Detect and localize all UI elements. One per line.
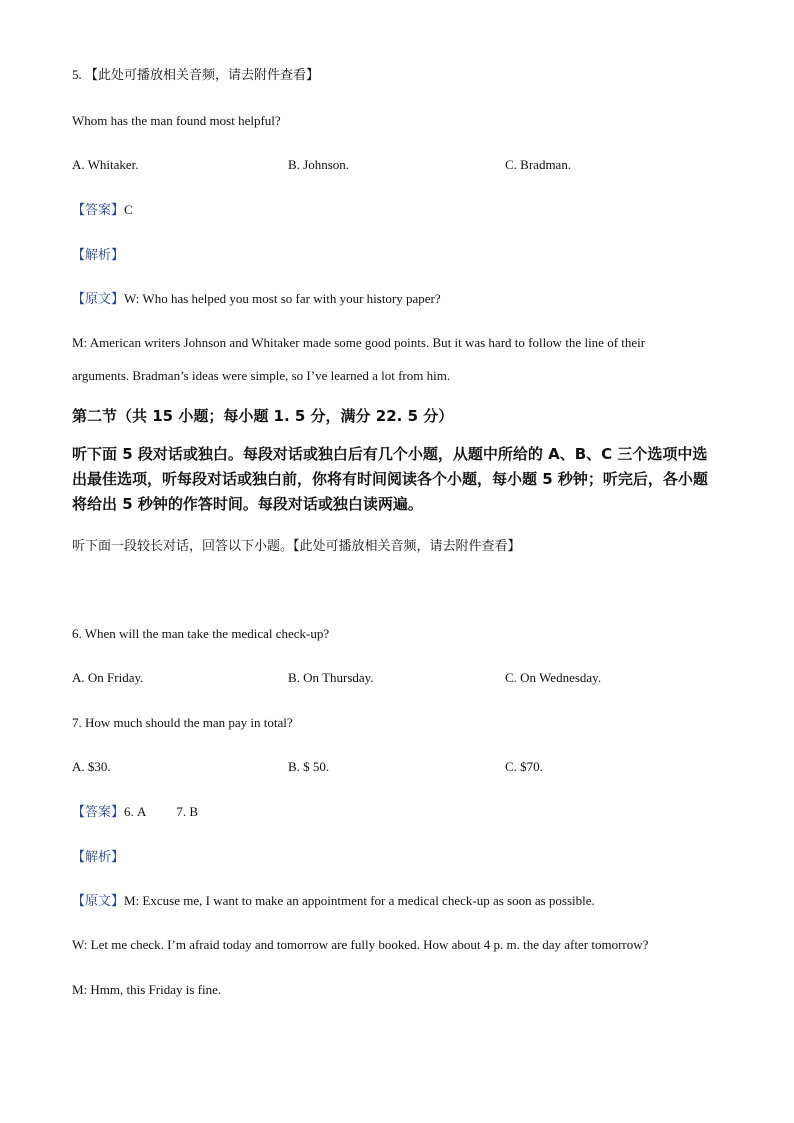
q7-question: 7. How much should the man pay in total? (72, 715, 293, 730)
q5-option-b: B. Johnson. (288, 157, 350, 172)
q5-option-a: A. Whitaker. (72, 157, 139, 172)
answers67-line (72, 803, 198, 821)
answer-7: 7. B (176, 804, 199, 819)
q5-question: Whom has the man found most helpful? (72, 113, 281, 128)
section2-title: 第二节（共 15 小题；每小题 1. 5 分，满分 22. 5 分） (72, 407, 454, 425)
q5-answer-line (72, 201, 133, 219)
q5-header: 5. 【此处可播放相关音频，请去附件查看】 (72, 67, 320, 82)
original67-line3: M: Hmm, this Friday is fine. (72, 982, 222, 997)
q5-analysis-line (72, 246, 124, 264)
answer-tag: 【答案】 (72, 202, 125, 217)
q5-option-c: C. Bradman. (505, 157, 572, 172)
original67-line2: W: Let me check. I’m afraid today and tomorrow are fully booked. How about 4 p. m. the day after tomorrow? (72, 937, 649, 952)
answer-6: 6. A (124, 804, 147, 819)
answer-tag-2: 【答案】 (72, 804, 125, 819)
analysis-tag: 【解析】 (72, 247, 125, 262)
original67-line1 (72, 892, 595, 910)
section2-instructions: 听下面 5 段对话或独白。每段对话或独白后有几个小题，从题中所给的 A、B、C 三个选项中选出最佳选项，听每段对话或独白前，你将有时间阅读各个小题，每小题 5 秒钟；听完后，各小题将给出 5 秒钟的作答时间。每段对话或独白读两遍。 (72, 445, 708, 513)
section2-prompt: 听下面一段较长对话，回答以下小题。【此处可播放相关音频，请去附件查看】 (72, 538, 521, 553)
q7-option-b: B. $ 50. (288, 759, 330, 774)
q5-original-text1: W: Who has helped you most so far with your history paper? (124, 291, 441, 306)
q5-answer-value: C (124, 202, 133, 217)
original-tag: 【原文】 (72, 291, 125, 306)
q5-original-line2: M: American writers Johnson and Whitaker made some good points. But it was hard to follow the line of their (72, 335, 646, 350)
analysis-tag-2: 【解析】 (72, 849, 125, 864)
q7-option-a: A. $30. (72, 759, 111, 774)
q6-option-b: B. On Thursday. (288, 670, 374, 685)
analysis67-line (72, 848, 124, 866)
q7-option-c: C. $70. (505, 759, 543, 774)
original-tag-2: 【原文】 (72, 893, 125, 908)
q6-option-c: C. On Wednesday. (505, 670, 602, 685)
q5-original-line3: arguments. Bradman’s ideas were simple, so I’ve learned a lot from him. (72, 368, 451, 383)
q6-question: 6. When will the man take the medical check-up? (72, 626, 330, 641)
original67-text1: M: Excuse me, I want to make an appointment for a medical check-up as soon as possible. (124, 893, 595, 908)
q5-original-line1 (72, 290, 441, 308)
q6-option-a: A. On Friday. (72, 670, 144, 685)
